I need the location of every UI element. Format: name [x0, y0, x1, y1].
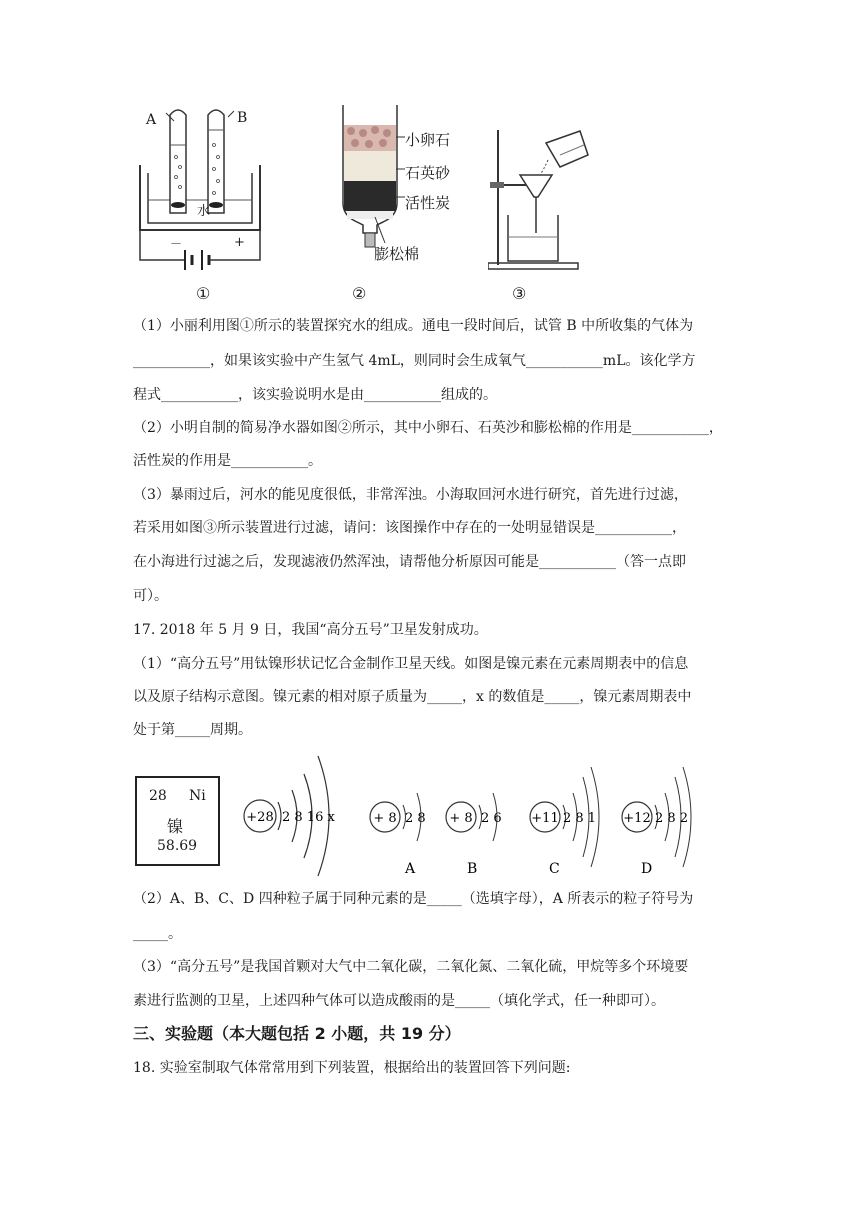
particle-d-diagram — [622, 767, 691, 877]
q16-part2-line1: （2）小明自制的简易净水器如图②所示，其中小卵石、石英沙和膨松棉的作用是___________， — [133, 420, 723, 436]
particle-c-nucleus: +11 — [531, 811, 559, 826]
particle-b-nucleus: + 8 — [449, 811, 473, 826]
element-name: 镍 — [167, 817, 184, 836]
figure-2-number: ② — [352, 284, 367, 303]
particle-diagrams — [365, 765, 705, 880]
tube-a-label: A — [146, 112, 157, 128]
filter-layer-cotton: 膨松棉 — [374, 245, 420, 263]
particle-c-shells: 2 8 1 — [563, 811, 597, 826]
q16-part3-line1: （3）暴雨过后，河水的能见度很低，非常浑浊。小海取回河水进行研究，首先进行过滤， — [133, 487, 688, 503]
particle-c-diagram — [530, 767, 599, 877]
nickel-atom-diagram — [240, 750, 350, 880]
q16-part2-line2: 活性炭的作用是___________。 — [133, 453, 322, 469]
q17-stem: 17. 2018 年 5 月 9 日，我国“高分五号”卫星发射成功。 — [133, 622, 488, 638]
water-label: 水 — [197, 204, 211, 219]
q17-part3-line1: （3）“高分五号”是我国首颗对大气中二氧化碳，二氧化氮、二氧化硫，甲烷等多个环境要 — [133, 959, 689, 975]
electrolysis-figure — [130, 105, 270, 275]
q17-part3-line2: 素进行监测的卫星，上述四种气体可以造成酸雨的是_____（填化学式，任一种即可）。 — [133, 993, 665, 1009]
minus-sign: － — [170, 237, 183, 251]
particle-a-label: A — [405, 861, 416, 877]
section-3-heading: 三、实验题（本大题包括 2 小题，共 19 分） — [133, 1024, 461, 1043]
particle-d-shells: 2 8 2 — [655, 811, 689, 826]
q17-part1-line2: 以及原子结构示意图。镍元素的相对原子质量为_____，x 的数值是_____，镍元素周期表中 — [133, 689, 692, 705]
filter-layer-activated-carbon: 活性炭 — [405, 194, 451, 212]
q16-part1-line1: （1）小丽利用图①所示的装置探究水的组成。通电一段时间后，试管 B 中所收集的气体为 — [133, 318, 694, 334]
figure-3-number: ③ — [512, 284, 527, 303]
plus-sign: + — [234, 235, 245, 250]
q16-part3-line4: 可）。 — [133, 588, 168, 604]
particle-a-diagram — [370, 793, 426, 877]
particle-a-nucleus: + 8 — [373, 811, 397, 826]
q17-part1-line1: （1）“高分五号”用钛镍形状记忆合金制作卫星天线。如图是镍元素在元素周期表中的信息 — [133, 656, 689, 672]
ni-shells: 2 8 16 x — [282, 810, 335, 825]
particle-d-label: D — [641, 861, 653, 877]
particle-b-diagram — [446, 793, 502, 877]
tube-b-label: B — [237, 110, 248, 126]
q16-part1-line2: ___________，如果该实验中产生氢气 4mL，则同时会生成氧气___________mL。该化学方 — [133, 353, 696, 369]
ni-nucleus: +28 — [246, 810, 274, 825]
particle-d-nucleus: +12 — [623, 811, 651, 826]
filter-layer-quartz-sand: 石英砂 — [405, 164, 451, 182]
particle-b-shells: 2 6 — [481, 811, 502, 826]
particle-c-label: C — [549, 861, 560, 877]
figure-1-number: ① — [196, 284, 211, 303]
filtration-figure — [488, 125, 598, 275]
element-symbol: Ni — [189, 788, 206, 804]
filter-layer-pebbles: 小卵石 — [405, 131, 451, 149]
q17-part2-line1: （2）A、B、C、D 四种粒子属于同种元素的是_____（选填字母），A 所表示的粒子符号为 — [133, 891, 694, 907]
q17-part1-line3: 处于第_____周期。 — [133, 722, 252, 738]
q18-stem: 18. 实验室制取气体常常用到下列装置，根据给出的装置回答下列问题: — [133, 1060, 571, 1076]
purifier-figure — [335, 103, 405, 253]
particle-a-shells: 2 8 — [405, 811, 426, 826]
q16-part3-line2: 若采用如图③所示装置进行过滤，请问：该图操作中存在的一处明显错误是___________， — [133, 520, 686, 536]
atomic-number: 28 — [149, 788, 167, 804]
q16-part3-line3: 在小海进行过滤之后，发现滤液仍然浑浊，请帮他分析原因可能是___________（答一点即 — [133, 554, 686, 570]
q16-part1-line3: 程式___________，该实验说明水是由___________组成的。 — [133, 387, 497, 403]
atomic-mass: 58.69 — [157, 838, 198, 854]
particle-b-label: B — [467, 861, 478, 877]
q17-part2-line2: _____。 — [133, 926, 182, 942]
nickel-element-card — [135, 776, 220, 866]
